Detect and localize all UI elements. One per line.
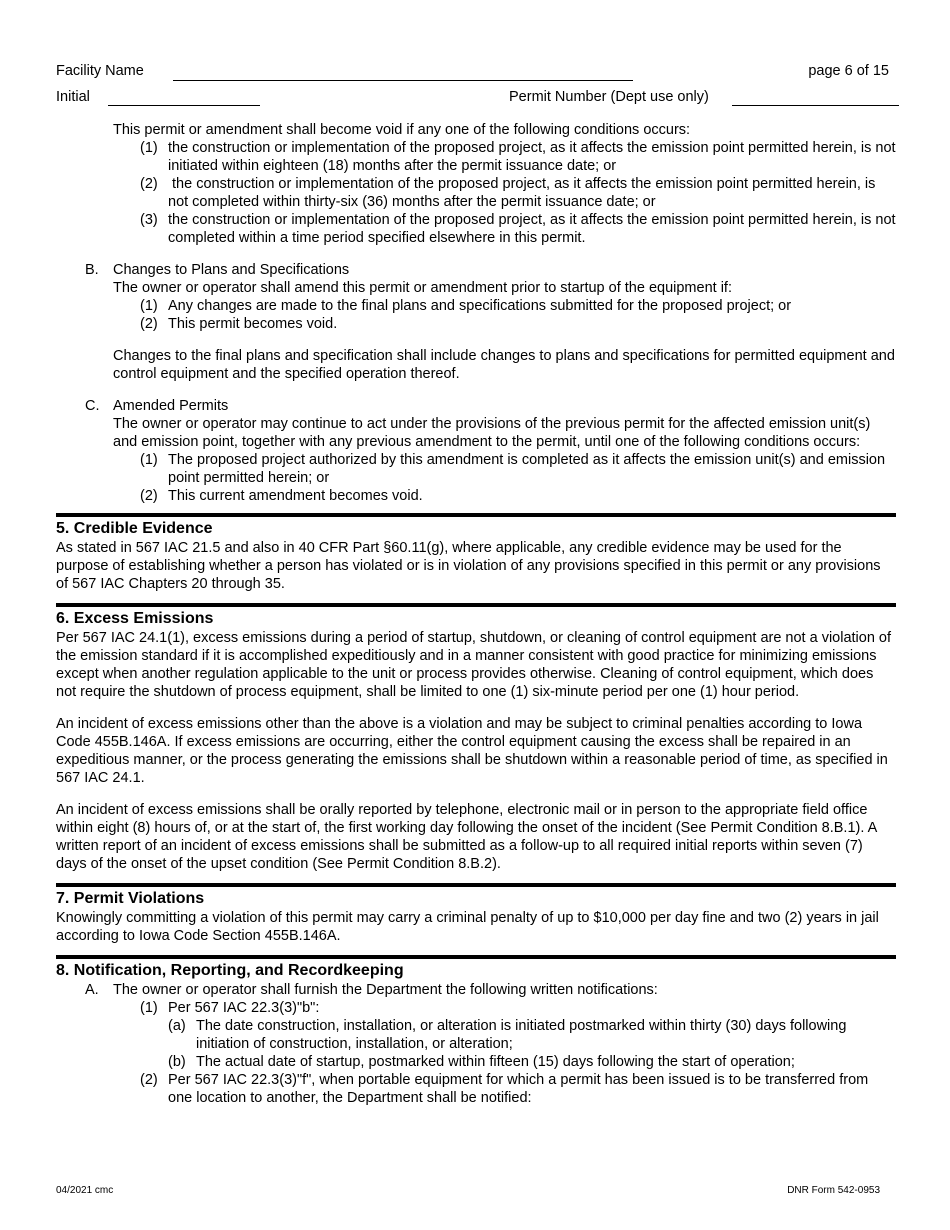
section-8 [56,961,896,1107]
section-7-title: 7. Permit Violations [56,890,205,907]
section-b-letter: B. [85,262,99,278]
list-item: (2) Per 567 IAC 22.3(3)"f", when portable equipment for which a permit has been issued is to be transferred from one location to another, the Department shall be notified: [140,1072,869,1106]
section-6-paragraph-1: Per 567 IAC 24.1(1), excess emissions during a period of startup, shutdown, or cleaning of control equipment are not a violation of the emission standard if it is accomplished expeditiously and in a manner consistent with good practice for minimizing emissions except when another regulation applicable to the unit or process provides otherwise. Cleaning of control equipment, which does not require the shutdown of process equipment, shall be limited to one (1) six-minute period per one (1) hour period. [56,630,892,700]
section-b-title: Changes to Plans and Specifications [113,262,350,278]
section-divider [56,883,896,887]
section-divider [56,513,896,517]
section-divider [56,603,896,607]
section-c-letter: C. [85,398,100,414]
section-7-body: Knowingly committing a violation of this permit may carry a criminal penalty of up to $10,000 per day fine and two (2) years in jail according to Iowa Code Section 455B.146A. [56,910,879,944]
list-item: (1) the construction or implementation of the proposed project, as it affects the emission point permitted herein, is not initiated within eighteen (18) months after the permit issuance date; or [140,140,896,174]
list-item: (a) The date construction, installation, or alteration is initiated postmarked within thirty (30) days following initiation of construction, installation, or alteration; [168,1018,847,1052]
section-b-intro: The owner or operator shall amend this permit or amendment prior to startup of the equipment if: [113,280,732,296]
section-5-title: 5. Credible Evidence [56,520,213,537]
document-body [56,121,896,1107]
section-5-body: As stated in 567 IAC 21.5 and also in 40 CFR Part §60.11(g), where applicable, any credible evidence may be used for the purpose of establishing whether a person has violated or is in violation of any provisions specified in this permit or any provisions of 567 IAC Chapters 20 through 35. [56,540,881,592]
section-c-intro: The owner or operator may continue to act under the provisions of the previous permit for the affected emission unit(s) and emission point, together with any previous amendment to the permit, until one of the following conditions occurs: [113,416,871,450]
list-item: (1) The proposed project authorized by this amendment is completed as it affects the emission unit(s) and emission point permitted herein; or [140,452,886,486]
void-intro: This permit or amendment shall become void if any one of the following conditions occurs: [113,122,691,138]
footer-revision: 04/2021 cmc [56,1185,114,1196]
facility-name-field[interactable] [173,80,633,81]
section-b-note: Changes to the final plans and specification shall include changes to plans and specifications for permitted equipment and control equipment and the specified operation thereof. [113,348,895,382]
section-8-a-text: The owner or operator shall furnish the Department the following written notifications: [113,982,658,998]
footer-form-number: DNR Form 542-0953 [787,1185,880,1196]
void-conditions [56,121,896,247]
section-divider [56,955,896,959]
section-6 [56,609,896,873]
list-item: (2) This current amendment becomes void. [140,488,423,504]
list-item: (1) Any changes are made to the final plans and specifications submitted for the proposed project; or [140,298,792,314]
page-number: page 6 of 15 [808,63,889,79]
section-8-a-letter: A. [85,982,99,998]
initial-field[interactable] [108,105,260,106]
list-item: (2) the construction or implementation of the proposed project, as it affects the emission point permitted herein, is not completed within thirty-six (36) months after the permit issuance date; or [140,176,880,210]
list-item: (b) The actual date of startup, postmarked within fifteen (15) days following the start of operation; [168,1054,795,1070]
section-5 [56,519,896,593]
section-6-paragraph-2: An incident of excess emissions other than the above is a violation and may be subject to criminal penalties according to Iowa Code 455B.146A. If excess emissions are occurring, either the control equipment causing the excess shall be repaired in an expeditious manner, or the process generating the emissions shall be shutdown within a reasonable period of time, as specified in 567 IAC 24.1. [56,716,888,786]
section-8-title: 8. Notification, Reporting, and Recordkeeping [56,962,404,979]
list-item: (2) This permit becomes void. [140,316,338,332]
facility-name-label: Facility Name [56,63,144,79]
section-b [56,261,896,383]
list-item: (1) Per 567 IAC 22.3(3)"b": [140,1000,320,1016]
section-c-title: Amended Permits [113,398,229,414]
list-item: (3) the construction or implementation of the proposed project, as it affects the emission point permitted herein, is not completed within a time period specified elsewhere in this permit. [140,212,896,246]
permit-number-label: Permit Number (Dept use only) [509,89,709,105]
section-7 [56,889,896,945]
section-c [56,397,896,505]
permit-number-field[interactable] [732,105,899,106]
initial-label: Initial [56,89,90,105]
section-6-title: 6. Excess Emissions [56,610,214,627]
section-6-paragraph-3: An incident of excess emissions shall be orally reported by telephone, electronic mail or in person to the appropriate field office within eight (8) hours of, or at the start of, the first working day following the onset of the incident (See Permit Condition 8.B.1). A written report of an incident of excess emissions shall be submitted as a follow-up to all required initial reports within seven (7) days of the onset of the upset condition (See Permit Condition 8.B.2). [56,802,877,872]
